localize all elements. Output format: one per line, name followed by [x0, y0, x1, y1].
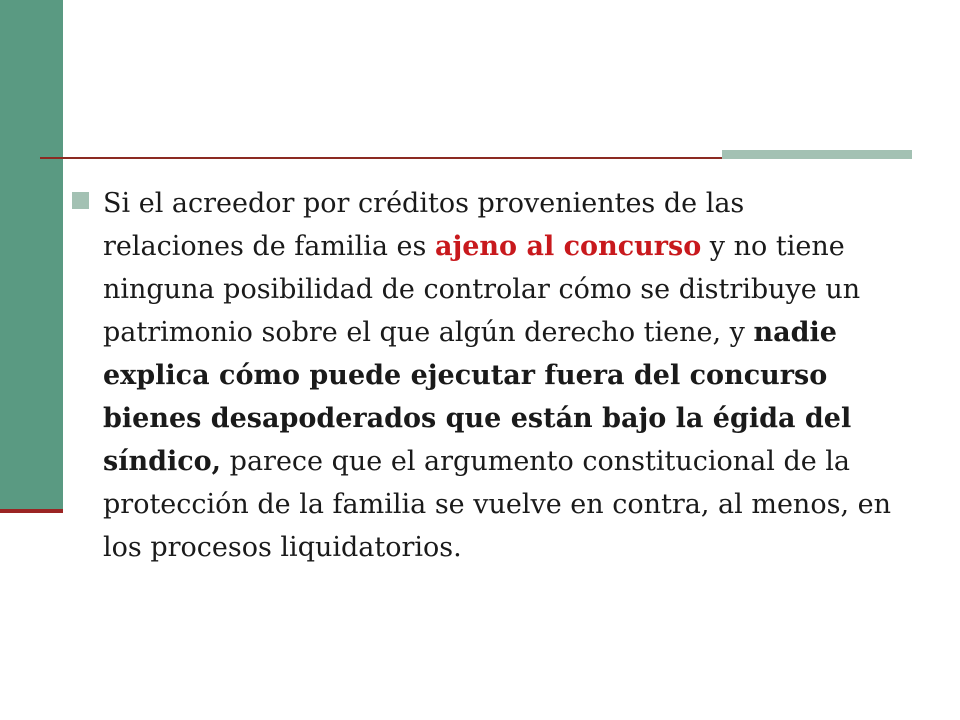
left-bar-underline [0, 509, 63, 513]
left-accent-bar [0, 0, 63, 510]
bullet-text [103, 182, 893, 569]
square-bullet-icon [72, 192, 89, 209]
title-divider-block [722, 150, 912, 159]
text-segment-intro: Si el acreedor por créditos provenientes de las relaciones de familia es [103, 188, 745, 262]
text-segment-highlight-red: ajeno al concurso [434, 231, 702, 262]
text-segment-middle: y no tiene ninguna posibilidad de controlar cómo se distribuye un patrimonio sobre el que algún derecho tiene, y [103, 231, 861, 348]
text-segment-conclusion: parece que el argumento constitucional de la protección de la familia se vuelve en contra, al menos, en los procesos liquidatorios. [103, 446, 891, 563]
text-segment-bold: nadie explica cómo puede ejecutar fuera del concurso bienes desapoderados que están bajo la égida del síndico, [103, 317, 852, 477]
